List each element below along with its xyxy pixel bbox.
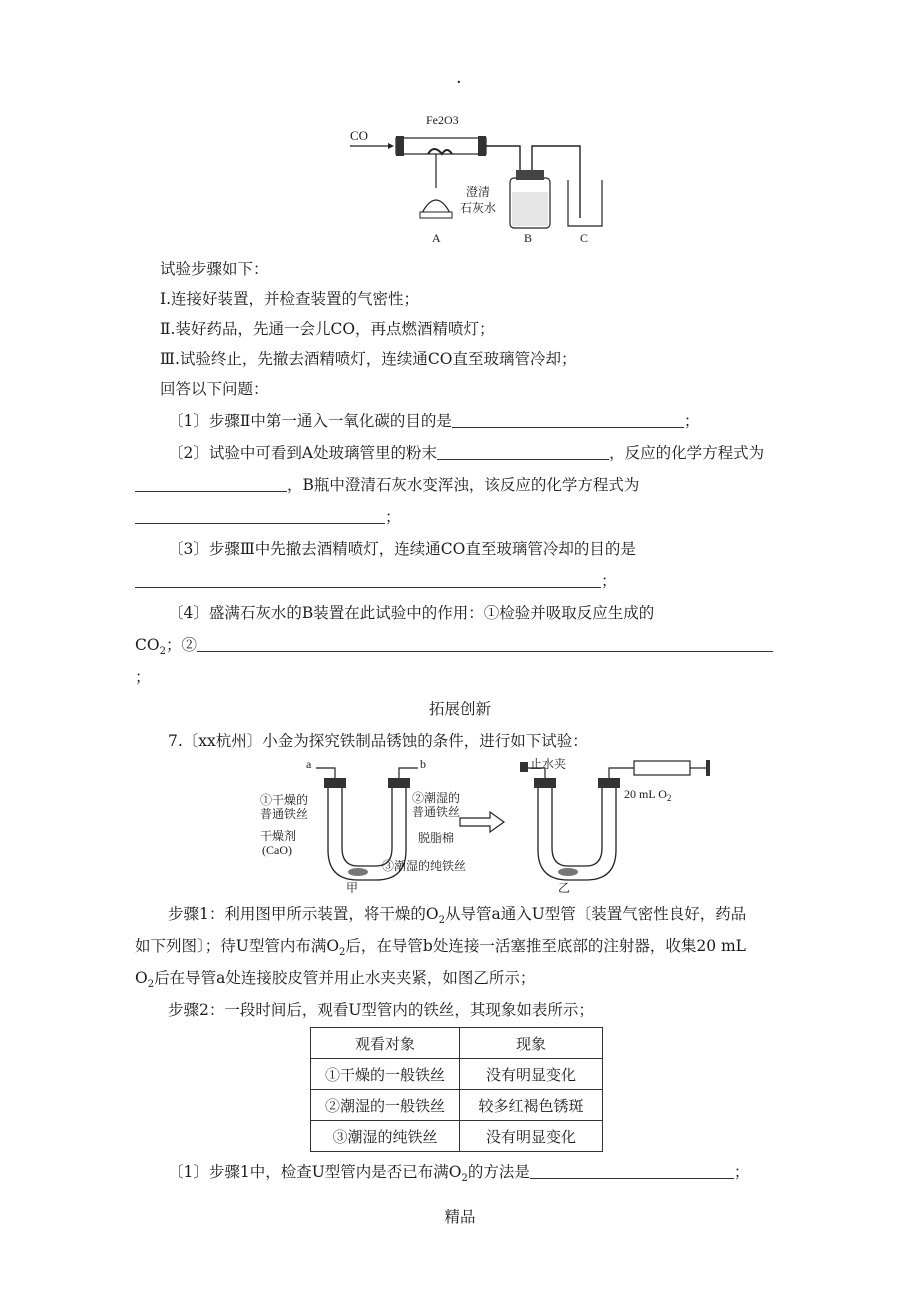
answer-blank[interactable] (135, 507, 385, 524)
q6-sub3: 〔3〕步骤Ⅲ中先撤去酒精喷灯，连续通CO直至玻璃管冷却的目的是 (168, 540, 636, 558)
label-clamp: 止水夹 (530, 758, 567, 771)
u-tube-diagram (250, 758, 730, 896)
table-cell: 没有明显变化 (460, 1121, 603, 1152)
table-header: 现象 (460, 1028, 603, 1059)
label-fe2o3: Fe2O3 (426, 113, 459, 127)
label-dry-iron-1: ①干燥的 (260, 793, 309, 807)
table-cell: ②潮湿的一般铁丝 (311, 1090, 460, 1121)
step-3: Ⅲ.试验终止，先撤去酒精喷灯，连续通CO直至玻璃管冷却； (160, 350, 577, 368)
q7-step1-line3: $O_2$后在导管a处连接胶皮管并用止水夹夹紧，如图乙所示； (135, 969, 536, 991)
label-desiccant-2: (CaO) (262, 843, 292, 857)
table-cell: 较多红褐色锈斑 (460, 1090, 603, 1121)
table-row (311, 1121, 603, 1152)
table-row (311, 1090, 603, 1121)
step-1: Ⅰ.连接好装置，并检查装置的气密性； (160, 290, 420, 308)
q6-sub2: 〔2〕试验中可看到A处玻璃管里的粉末 ，反应的化学方程式为 (168, 444, 765, 462)
top-dot: · (456, 72, 462, 93)
q6-sub4-line2: $CO_2$；② (135, 634, 785, 663)
label-pure-iron: ③潮湿的纯铁丝 (382, 859, 467, 873)
label-yi: 乙 (558, 881, 571, 895)
step-2: Ⅱ.装好药品，先通一会儿CO，再点燃酒精喷灯； (160, 320, 495, 338)
observation-table (310, 1027, 603, 1152)
q7-step1-line2: 如下列图〕；待U型管内布满$O_2$后，在导管b处连接一活塞推至底部的注射器，收集20 mL (135, 937, 746, 959)
steps-intro: 试验步骤如下： (160, 260, 269, 278)
q7-sub1: 〔1〕步骤1中，检查U型管内是否已布满$O_2$的方法是 ； (168, 1163, 750, 1185)
answer-blank[interactable] (197, 635, 773, 652)
q7-step2: 步骤2：一段时间后，观看U型管内的铁丝，其现象如表所示； (168, 1001, 594, 1019)
footer: 精品 (444, 1208, 476, 1226)
figure-co-apparatus (340, 108, 620, 248)
q6-sub4-line3: ； (135, 668, 151, 686)
label-limewater-1: 澄清 (466, 185, 491, 199)
table-cell: ③潮湿的纯铁丝 (311, 1121, 460, 1152)
label-wet-iron-1: ②潮湿的 (412, 791, 461, 805)
q6-sub1: 〔1〕步骤Ⅱ中第一通入一氧化碳的目的是 ； (168, 412, 700, 430)
label-desiccant-1: 干燥剂 (260, 829, 297, 843)
q7-title: 7.〔xx杭州〕小金为探究铁制品锈蚀的条件，进行如下试验： (168, 732, 588, 750)
table-header-row (311, 1028, 603, 1059)
label-a: A (432, 231, 441, 245)
label-cotton: 脱脂棉 (418, 831, 455, 845)
answer-blank[interactable] (530, 1162, 734, 1179)
q6-sub4: 〔4〕盛满石灰水的B装置在此试验中的作用：①检验并吸取反应生成的 (168, 604, 655, 622)
label-b: B (524, 231, 533, 245)
label-a-tube: a (306, 758, 312, 771)
label-wet-iron-2: 普通铁丝 (412, 805, 461, 819)
q6-sub2-line2: ，B瓶中澄清石灰水变浑浊，该反应的化学方程式为 (135, 474, 785, 496)
table-row (311, 1059, 603, 1090)
co-apparatus-diagram (340, 108, 620, 248)
section-title: 拓展创新 (428, 700, 491, 718)
label-c: C (580, 231, 589, 245)
answer-blank[interactable] (437, 443, 609, 460)
q6-sub3-line2: ； (135, 570, 785, 592)
answer-blank[interactable] (135, 571, 601, 588)
table-cell: 没有明显变化 (460, 1059, 603, 1090)
label-syringe: 20 mL $O_2$ (624, 787, 672, 803)
answer-blank[interactable] (135, 475, 287, 492)
label-jia: 甲 (346, 881, 359, 895)
table-header: 观看对象 (311, 1028, 460, 1059)
answer-blank[interactable] (452, 411, 684, 428)
label-co: CO (350, 128, 369, 143)
q6-sub2-line3: ； (135, 506, 785, 528)
q7-step1: 步骤1：利用图甲所示装置，将干燥的$O_2$从导管a通入U型管〔装置气密性良好，药品 (168, 905, 747, 927)
label-b-tube: b (420, 758, 426, 771)
label-limewater-2: 石灰水 (460, 201, 497, 215)
table-cell: ①干燥的一般铁丝 (311, 1059, 460, 1090)
answer-intro: 回答以下问题： (160, 380, 269, 398)
figure-u-tube (250, 758, 730, 896)
label-dry-iron-2: 普通铁丝 (260, 807, 309, 821)
